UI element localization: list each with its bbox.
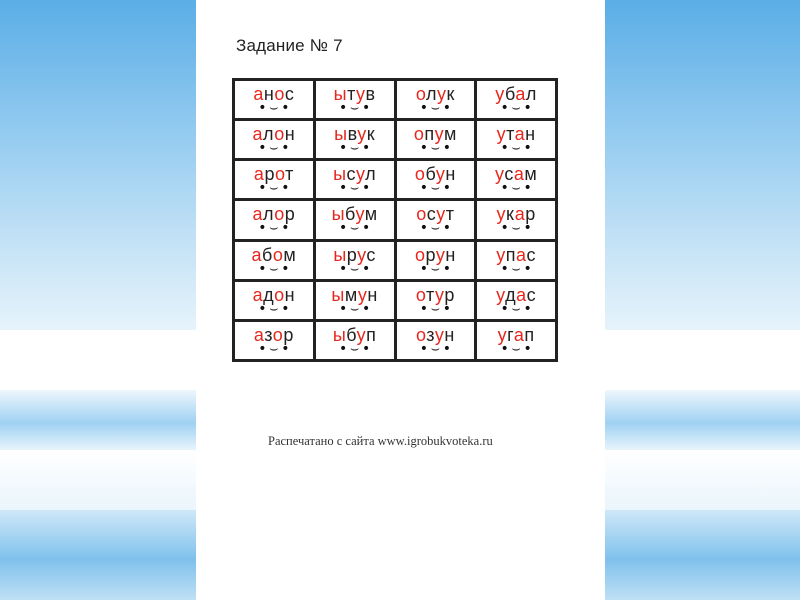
consonant-letter: з (426, 324, 435, 345)
grid-row (234, 320, 557, 360)
consonant-letter: л (365, 164, 377, 185)
consonant-letter: с (504, 164, 514, 185)
syllable-arc-marks: • ⌣ • (338, 340, 371, 357)
consonant-letter: п (424, 124, 435, 145)
vowel-letter: о (274, 84, 285, 104)
vowel-letter: у (436, 204, 446, 225)
vowel-letter: а (513, 164, 525, 185)
consonant-letter: в (347, 124, 358, 145)
grid-cell (314, 200, 395, 240)
vowel-letter: а (514, 204, 526, 225)
vowel-letter: а (251, 244, 263, 265)
consonant-letter: м (524, 164, 538, 185)
consonant-letter: т (426, 284, 435, 305)
vowel-letter: а (252, 124, 264, 145)
vowel-letter: у (496, 124, 507, 145)
grid-cell (234, 80, 315, 120)
vowel-letter: у (435, 164, 446, 185)
syllable-arc-marks: • ⌣ • (338, 180, 371, 197)
consonant-letter: л (263, 124, 275, 145)
vowel-letter: у (357, 244, 367, 265)
syllable-arc-marks: • ⌣ • (338, 220, 371, 237)
vowel-letter: у (496, 204, 506, 225)
consonant-letter: п (366, 324, 377, 345)
grid-cell (395, 240, 476, 280)
syllable-arc-marks: • ⌣ • (338, 100, 371, 116)
consonant-letter: р (283, 324, 294, 345)
syllable-arc-marks: • ⌣ • (419, 220, 452, 237)
consonant-letter: п (524, 324, 535, 345)
grid-row (234, 80, 557, 120)
vowel-letter: а (515, 244, 527, 265)
consonant-letter: т (506, 124, 515, 145)
consonant-letter: с (526, 284, 537, 305)
syllable-arc-marks: • ⌣ • (258, 300, 290, 317)
vowel-letter: у (357, 284, 368, 305)
grid-cell (314, 80, 395, 120)
syllable-arc-marks: • ⌣ • (338, 260, 371, 277)
grid-cell (395, 200, 476, 240)
consonant-letter: р (444, 284, 455, 305)
consonant-letter: к (446, 84, 455, 104)
grid-row (234, 200, 557, 240)
syllable-arc-marks: • ⌣ • (500, 260, 532, 277)
vowel-letter: у (434, 124, 444, 145)
consonant-letter: н (284, 284, 296, 305)
grid-cell (476, 320, 557, 360)
vowel-letter: ы (331, 284, 345, 305)
syllable-arc-marks: • ⌣ • (258, 220, 290, 237)
consonant-letter: р (525, 204, 536, 225)
consonant-letter: р (264, 164, 275, 185)
consonant-letter: н (284, 124, 296, 145)
consonant-letter: к (366, 124, 376, 145)
footer-source-note: Распечатано с сайта www.igrobukvoteka.ru (268, 434, 493, 448)
vowel-letter: у (496, 244, 506, 265)
vowel-letter: ы (334, 124, 348, 145)
page-title: Задание № 7 (236, 36, 343, 55)
consonant-letter: в (365, 84, 376, 104)
grid-cell (395, 80, 476, 120)
vowel-letter: у (357, 124, 367, 145)
vowel-letter: о (414, 244, 426, 265)
vowel-letter: ы (333, 244, 347, 265)
consonant-letter: н (367, 284, 378, 305)
consonant-letter: р (284, 204, 296, 225)
syllable-arc-marks: • ⌣ • (258, 180, 290, 197)
grid-cell (234, 280, 315, 320)
vowel-letter: у (435, 284, 445, 305)
consonant-letter: б (262, 244, 273, 265)
syllable-arc-marks: • ⌣ • (419, 140, 452, 157)
grid-cell (476, 160, 557, 200)
syllable-arc-marks: • ⌣ • (258, 100, 290, 116)
syllable-arc-marks: • ⌣ • (258, 140, 290, 157)
grid-row (234, 240, 557, 280)
syllable-arc-marks: • ⌣ • (419, 300, 452, 317)
consonant-letter: н (263, 84, 275, 104)
syllable-arc-marks: • ⌣ • (500, 300, 532, 317)
grid-cell (234, 320, 315, 360)
consonant-letter: з (264, 324, 273, 345)
consonant-letter: д (505, 284, 517, 305)
vowel-letter: у (497, 324, 508, 345)
consonant-letter: с (366, 244, 376, 265)
consonant-letter: т (445, 204, 455, 225)
syllable-arc-marks: • ⌣ • (419, 340, 452, 357)
vowel-letter: ы (331, 204, 346, 225)
grid-cell (395, 280, 476, 320)
consonant-letter: р (425, 244, 436, 265)
consonant-letter: н (445, 244, 456, 265)
grid-cell (314, 280, 395, 320)
vowel-letter: ы (333, 84, 348, 104)
consonant-letter: г (507, 324, 514, 345)
grid-cell (234, 240, 315, 280)
consonant-letter: б (425, 164, 436, 185)
consonant-letter: с (346, 164, 357, 185)
grid-cell (395, 120, 476, 160)
grid-row (234, 280, 557, 320)
syllable-arc-marks: • ⌣ • (258, 340, 290, 357)
vowel-letter: а (253, 84, 264, 104)
consonant-letter: п (505, 244, 516, 265)
consonant-letter: н (444, 324, 455, 345)
vowel-letter: а (516, 284, 527, 305)
consonant-letter: б (346, 324, 357, 345)
vowel-letter: у (355, 204, 365, 225)
syllable-arc-marks: • ⌣ • (419, 180, 452, 197)
vowel-letter: о (416, 204, 427, 225)
vowel-letter: о (274, 204, 285, 225)
consonant-letter: т (285, 164, 294, 185)
grid-cell (234, 200, 315, 240)
vowel-letter: а (513, 324, 525, 345)
consonant-letter: т (347, 84, 357, 104)
consonant-letter: д (263, 284, 275, 305)
grid-cell (234, 160, 315, 200)
consonant-letter: с (284, 84, 295, 104)
grid-cell (314, 160, 395, 200)
vowel-letter: о (414, 164, 426, 185)
grid-row (234, 160, 557, 200)
grid-cell (476, 280, 557, 320)
vowel-letter: у (435, 244, 446, 265)
consonant-letter: м (283, 244, 297, 265)
vowel-letter: о (415, 84, 426, 104)
syllable-arc-marks: • ⌣ • (419, 260, 452, 277)
syllable-arc-marks: • ⌣ • (338, 140, 371, 157)
grid-cell (476, 120, 557, 160)
consonant-letter: б (505, 84, 516, 104)
vowel-letter: а (252, 204, 263, 225)
vowel-letter: а (253, 324, 265, 345)
syllable-arc-marks: • ⌣ • (500, 340, 532, 357)
vowel-letter: а (515, 84, 526, 104)
grid-cell (314, 240, 395, 280)
vowel-letter: у (495, 164, 505, 185)
syllable-arc-marks: • ⌣ • (500, 140, 532, 157)
vowel-letter: о (272, 324, 284, 345)
vowel-letter: о (415, 284, 427, 305)
grid-cell (234, 120, 315, 160)
vowel-letter: у (356, 324, 367, 345)
vowel-letter: у (434, 324, 445, 345)
grid-cell (476, 80, 557, 120)
syllable-grid (232, 78, 558, 362)
vowel-letter: у (495, 84, 505, 104)
consonant-letter: к (505, 204, 515, 225)
consonant-letter: л (425, 84, 437, 104)
consonant-letter: л (525, 84, 537, 104)
grid-cell (476, 240, 557, 280)
syllable-arc-marks: • ⌣ • (500, 180, 532, 197)
vowel-letter: а (252, 284, 264, 305)
consonant-letter: б (345, 204, 356, 225)
vowel-letter: ы (332, 324, 347, 345)
vowel-letter: ы (333, 164, 347, 185)
vowel-letter: о (274, 164, 286, 185)
syllable-arc-marks: • ⌣ • (258, 260, 290, 277)
grid-row (234, 120, 557, 160)
syllable-arc-marks: • ⌣ • (419, 100, 452, 116)
consonant-letter: м (443, 124, 457, 145)
consonant-letter: с (426, 204, 437, 225)
consonant-letter: с (526, 244, 536, 265)
vowel-letter: о (415, 324, 427, 345)
vowel-letter: о (274, 124, 285, 145)
grid-cell (314, 120, 395, 160)
consonant-letter: н (525, 124, 536, 145)
vowel-letter: у (496, 284, 506, 305)
vowel-letter: у (356, 164, 366, 185)
syllable-arc-marks: • ⌣ • (500, 100, 532, 116)
consonant-letter: л (263, 204, 275, 225)
grid-cell (314, 320, 395, 360)
consonant-letter: м (364, 204, 378, 225)
grid-cell (476, 200, 557, 240)
vowel-letter: о (274, 284, 285, 305)
vowel-letter: о (413, 124, 425, 145)
vowel-letter: а (514, 124, 526, 145)
consonant-letter: м (344, 284, 358, 305)
grid-cell (395, 320, 476, 360)
vowel-letter: а (253, 164, 265, 185)
consonant-letter: н (445, 164, 456, 185)
vowel-letter: о (272, 244, 284, 265)
vowel-letter: у (356, 84, 366, 104)
syllable-arc-marks: • ⌣ • (500, 220, 532, 237)
vowel-letter: у (437, 84, 447, 104)
syllable-arc-marks: • ⌣ • (338, 300, 371, 317)
grid-cell (395, 160, 476, 200)
consonant-letter: р (346, 244, 358, 265)
